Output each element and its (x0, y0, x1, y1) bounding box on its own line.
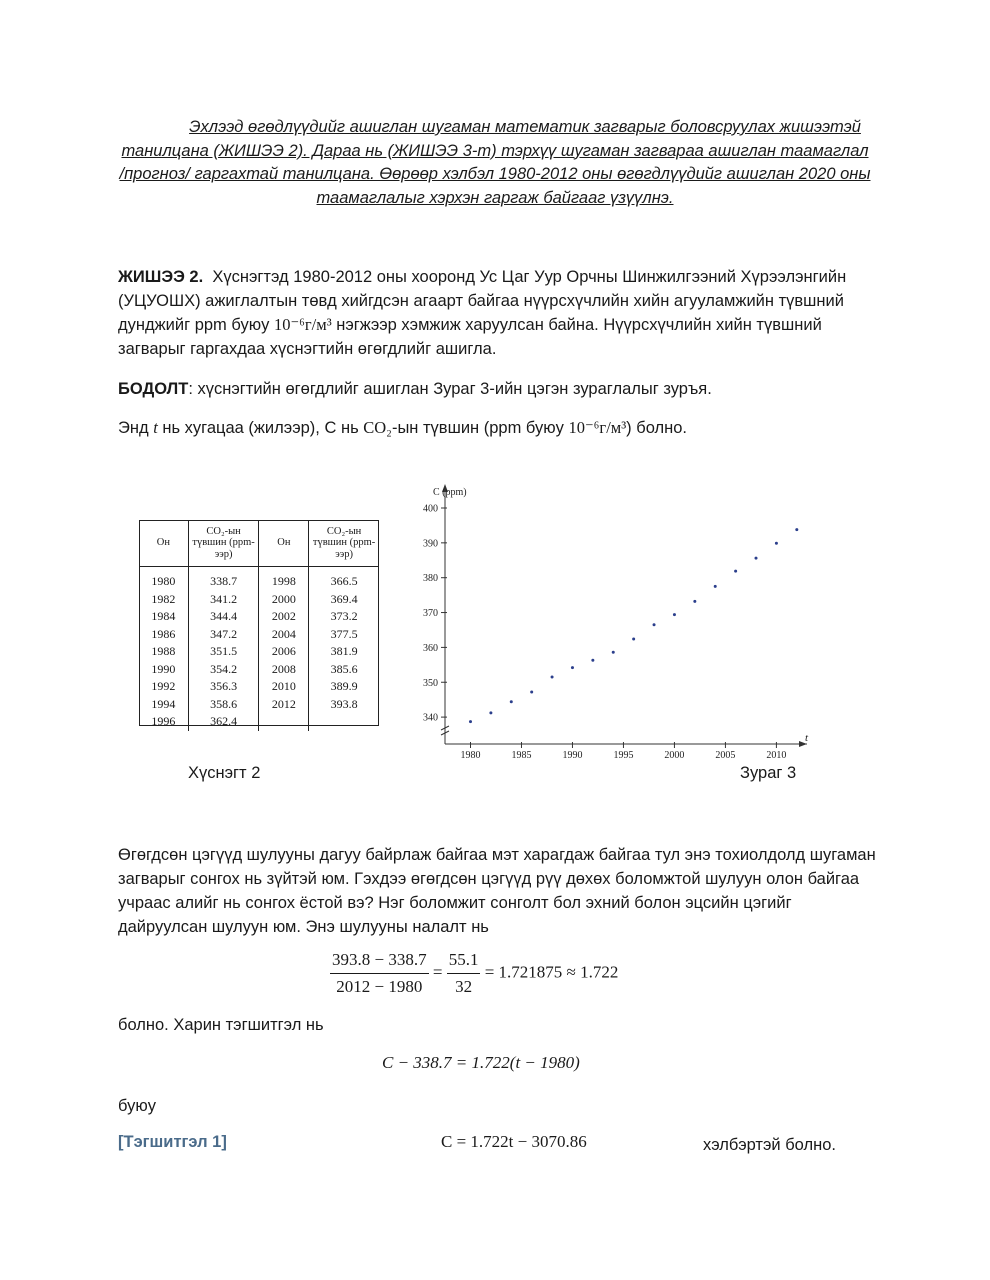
data-point (571, 666, 574, 669)
table-cell-level: 377.5 (309, 626, 379, 644)
equation-label: [Тэгшитгэл 1] (118, 1133, 227, 1151)
data-point (693, 600, 696, 603)
final-equation: C = 1.722t − 3070.86 (441, 1132, 587, 1151)
x-tick-label: 1995 (613, 750, 634, 760)
slope-fraction-1 (330, 950, 429, 997)
x-axis-label: t (805, 732, 809, 744)
example-label: ЖИШЭЭ 2. (118, 268, 204, 286)
slope-num-2: 55.1 (447, 950, 481, 974)
table-cell-year: 1998 (259, 567, 309, 591)
table-row (139, 696, 379, 714)
y-tick-label: 370 (423, 608, 438, 620)
definition-t1: Энд (118, 419, 149, 437)
table-row (139, 661, 379, 679)
table-cell-year: 2002 (259, 608, 309, 626)
data-point (632, 638, 635, 641)
table-cell-level: 362.4 (188, 713, 259, 731)
y-tick-label: 340 (423, 712, 438, 724)
data-point (469, 720, 472, 723)
x-tick-label: 1990 (562, 750, 583, 760)
slope-num-1: 393.8 − 338.7 (330, 950, 429, 974)
table-cell-year: 1994 (151, 696, 176, 711)
table-header-level-2: CO₂-ын түвшин (ppm-ээр) (309, 520, 379, 567)
table-header-year-1: Он (139, 520, 188, 567)
co2-scatter-chart (405, 478, 815, 760)
table-cell-level: 389.9 (309, 678, 379, 696)
definition-co2: CO₂ (363, 418, 392, 437)
table-cell-year: 2004 (259, 626, 309, 644)
final-suffix: хэлбэртэй болно. (703, 1136, 836, 1154)
data-point (775, 542, 778, 545)
table-cell-year: 1988 (151, 644, 176, 659)
chart-caption: Зураг 3 (740, 764, 797, 782)
slope-formula (330, 950, 618, 997)
table-row (139, 678, 379, 696)
table-cell-level: 373.2 (309, 608, 379, 626)
solution-label: БОДОЛТ (118, 380, 189, 398)
after-slope-text: болно. Харин тэгшитгэл нь (118, 1016, 324, 1034)
table-cell-year: 1992 (151, 679, 176, 694)
table-row (139, 567, 379, 591)
slope-eq-1: = (432, 962, 443, 982)
table-cell-year: 1982 (151, 591, 176, 606)
slope-fraction-2 (447, 950, 481, 997)
slope-den-1: 2012 − 1980 (336, 977, 423, 996)
or-word: буюу (118, 1097, 156, 1115)
definition-t2: нь хугацаа (жилээр), C нь (162, 419, 359, 437)
data-point (653, 623, 656, 626)
table-cell-year: 1986 (151, 626, 176, 641)
data-point (591, 659, 594, 662)
data-point (714, 585, 717, 588)
point-slope-equation: C − 338.7 = 1.722(t − 1980) (382, 1053, 580, 1072)
x-tick-label: 2005 (715, 750, 736, 760)
example-unit: 10⁻⁶г/м³ (273, 315, 332, 334)
y-tick-label: 350 (423, 677, 438, 689)
x-tick-label: 2000 (664, 750, 685, 760)
data-point (734, 570, 737, 573)
table-row (139, 626, 379, 644)
data-point (612, 651, 615, 654)
table-cell-year: 2012 (259, 696, 309, 714)
y-tick-label: 390 (423, 538, 438, 550)
table-cell-year: 2010 (259, 678, 309, 696)
table-row (139, 608, 379, 626)
table-cell-level: 341.2 (188, 591, 259, 609)
slope-rest: = 1.721875 ≈ 1.722 (484, 962, 619, 982)
table-cell-year (259, 713, 309, 731)
table-cell-level: 356.3 (188, 678, 259, 696)
table-row (139, 643, 379, 661)
table-row (139, 591, 379, 609)
definition-t-var: t (153, 418, 158, 437)
data-point (489, 711, 492, 714)
example-text-1: Хүснэгтэд 1980-2012 оны хооронд Ус Цаг Уур Орчны Шинжилгээний Хүрээлэнгийн (УЦУОШХ) ажиглалтын төвд хийгдсэн агаарт байгаа нүүрсхүчлийн хийн агууламжийн түвшний дунджийг ppm буюу (118, 268, 847, 334)
table-cell-level: 351.5 (188, 643, 259, 661)
table-cell-level: 358.6 (188, 696, 259, 714)
table-cell-level: 366.5 (309, 567, 379, 591)
table-cell-year: 1990 (151, 661, 176, 676)
table-cell-year: 1980 (151, 574, 176, 589)
table-header-year-2: Он (259, 520, 309, 567)
table-body (139, 567, 379, 731)
data-point (673, 613, 676, 616)
definition-t3: -ын түвшин (ppm буюу (391, 419, 564, 437)
table-cell-level: 393.8 (309, 696, 379, 714)
table-header-row (139, 520, 379, 567)
table-cell-level: 344.4 (188, 608, 259, 626)
table-cell-year: 1984 (151, 609, 176, 624)
table-cell-level: 338.7 (188, 567, 259, 591)
co2-table (139, 520, 379, 731)
definition-t4: ) болно. (626, 419, 688, 437)
table-header-level-1: CO₂-ын түвшин (ppm-ээр) (188, 520, 259, 567)
table-cell-year: 2008 (259, 661, 309, 679)
definition-unit: 10⁻⁶г/м³ (568, 418, 627, 437)
table-cell-level: 354.2 (188, 661, 259, 679)
y-tick-label: 400 (423, 503, 438, 515)
table-cell-level: 347.2 (188, 626, 259, 644)
table-cell-level (309, 713, 379, 731)
y-tick-label: 380 (423, 573, 438, 585)
example-paragraph (118, 265, 878, 361)
table-cell-year: 1996 (151, 714, 176, 729)
table-row (139, 713, 379, 731)
y-tick-label: 360 (423, 642, 438, 654)
x-tick-label: 1980 (460, 750, 481, 760)
data-point (551, 676, 554, 679)
table-cell-level: 385.6 (309, 661, 379, 679)
data-point (755, 557, 758, 560)
slope-den-2: 32 (455, 977, 473, 996)
data-point (795, 528, 798, 531)
example-text-2: нэгжээр хэмжиж харуулсан байна. Нүүрсхүчлийн хийн түвшний загварыг гаргахдаа хүснэгтийн өгөгдлийг ашигла. (118, 316, 822, 358)
table-cell-year: 2000 (259, 591, 309, 609)
table-cell-level: 381.9 (309, 643, 379, 661)
definition-paragraph (118, 416, 878, 440)
intro-text: Эхлээд өгөдлүүдийг ашиглан шугаман математик загварыг боловсруулах жишээтэй танилцана (ЖИШЭЭ 2). Дараа нь (ЖИШЭЭ 3-т) тэрхүү шугаман загвараа ашиглан таамаглал /прогноз/ гаргахтай танилцана. Өөрөөр хэлбэл 1980-2012 оны өгөгдлүүдийг ашиглан 2020 оны таамаглалыг хэрхэн гаргаж байгааг үзүүлнэ. (119, 118, 871, 207)
x-tick-label: 1985 (511, 750, 532, 760)
x-tick-label: 2010 (766, 750, 787, 760)
data-point (530, 691, 533, 694)
data-point (510, 700, 513, 703)
solution-text: : хүснэгтийн өгөгдлийг ашиглан Зураг 3-ийн цэгэн зураглалыг зуръя. (188, 380, 712, 398)
table-caption: Хүснэгт 2 (188, 764, 261, 782)
intro-paragraph (118, 116, 872, 210)
table-cell-year: 2006 (259, 643, 309, 661)
table-cell-level: 369.4 (309, 591, 379, 609)
solution-paragraph (118, 377, 878, 401)
y-axis-label: C (ppm) (433, 487, 467, 498)
discussion-paragraph: Өгөгдсөн цэгүүд шулууны дагуу байрлаж байгаа мэт харагдаж байгаа тул энэ тохиолдолд шугаман загварыг сонгох нь зүйтэй юм. Гэхдээ өгөгдсөн цэгүүд рүү дөхөх боломжтой шулуун олон байгаа учраас алийг нь сонгох ёстой вэ? Нэг боломжит сонголт бол эхний болон эцсийн цэгийг дайруулсан шулуун юм. Энэ шулууны налалт нь (118, 846, 876, 936)
